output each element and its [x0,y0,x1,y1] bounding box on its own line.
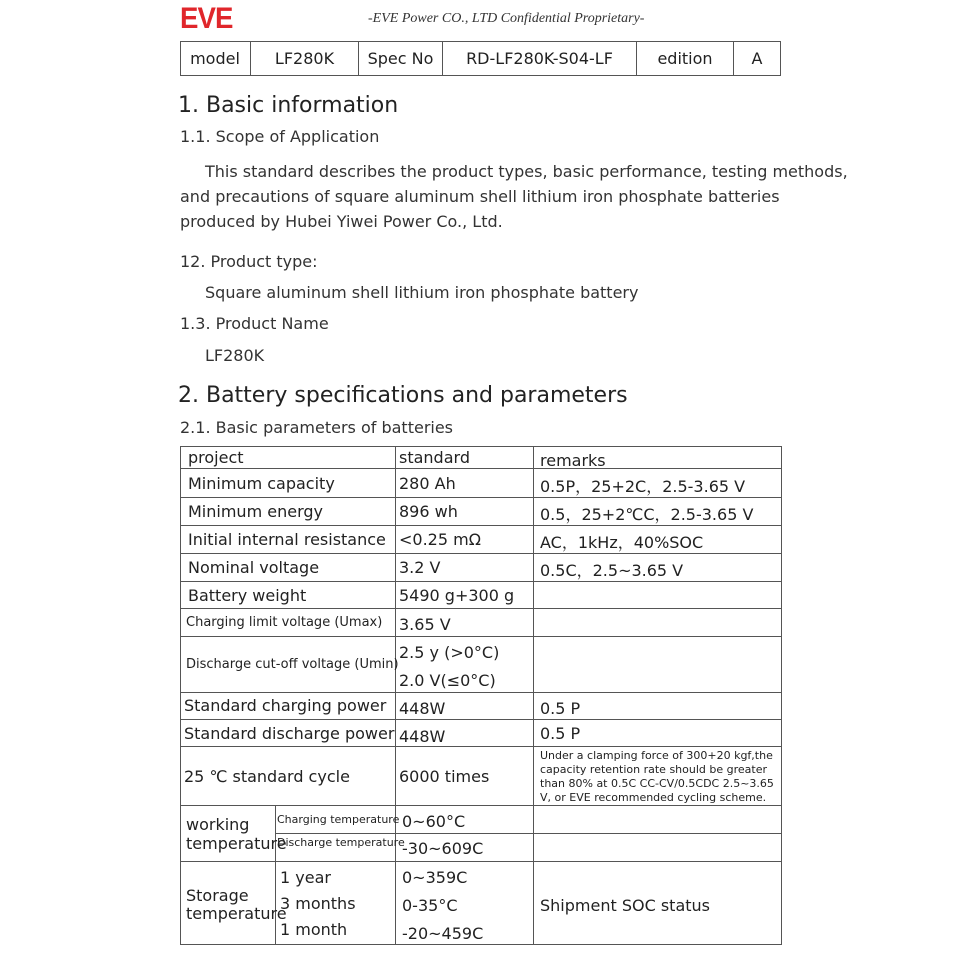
product-name-title: 1.3. Product Name [180,314,329,333]
section1-title: 1. Basic information [178,93,399,118]
table-row-project: Nominal voltage [188,558,320,577]
table-row-project: Minimum energy [188,502,323,521]
table-row-remarks: 0.5，25+2℃C，2.5-3.65 V [540,505,754,524]
basic-params-title: 2.1. Basic parameters of batteries [180,418,454,437]
spec-no-value: RD-LF280K-S04-LF [466,49,613,68]
confidential-notice: -EVE Power CO., LTD Confidential Proprietary- [368,11,645,26]
product-type-title: 12. Product type: [180,252,318,271]
table-row-standard: 280 Ah [399,473,456,493]
table-row-project: Minimum capacity [188,473,335,493]
table-row-project: Standard discharge power [184,723,395,743]
storage-temp-value: -20~459C [402,924,484,943]
storage-period: 1 month [280,920,348,939]
table-row-standard: 3.65 V [399,614,451,634]
table-row-standard: 448W [399,699,446,718]
table-row-project: Battery weight [188,585,307,605]
discharge-temp-label: Discharge temperature [277,836,405,849]
model-label: model [190,49,240,68]
cycle-remarks: Under a clamping force of 300+20 kgf,the capacity retention rate should be greater than 80% at 0.5C CC-CV/0.5CDC 2.5~3.65 V, or EVE recommended cycling scheme. [540,749,774,804]
storage-remarks: Shipment SOC status [540,896,710,915]
table-row-remarks: 0.5 P [540,699,581,718]
spec-no-label: Spec No [367,49,434,68]
header-standard: standard [399,447,470,467]
charging-temp-value: 0~60°C [402,812,466,831]
storage-period: 1 year [280,868,331,887]
working-temp-label-line2: temperature [186,834,287,853]
table-row-standard: 448W [399,726,446,746]
section2-title: 2. Battery specifications and parameters [178,383,628,408]
table-row-standard: 2.5 y (>0°C) [399,642,500,662]
model-value: LF280K [274,49,335,68]
table-row-project: 25 ℃ standard cycle [184,766,350,786]
table-row-standard: 2.0 V(≤0°C) [399,670,496,690]
table-row-standard: 5490 g+300 g [399,585,515,605]
scope-body-line1: This standard describes the product types, basic performance, testing methods, [205,162,848,181]
storage-temp-label-line2: temperature [186,904,287,923]
table-row-remarks: 0.5C，2.5~3.65 V [540,561,684,580]
table-row-standard: 3.2 V [399,558,441,577]
table-row-remarks: 0.5 P [540,723,581,743]
storage-temp-value: 0~359C [402,868,468,887]
storage-temp-label-line1: Storage [186,886,249,905]
edition-value: A [751,49,763,68]
table-row-standard: <0.25 mΩ [399,530,481,549]
product-type-body: Square aluminum shell lithium iron phosphate battery [205,283,639,302]
table-row-project: Discharge cut-off voltage (Umin) [186,657,399,672]
product-name-body: LF280K [205,346,265,365]
table-row-standard: 896 wh [399,502,458,521]
working-temp-label-line1: working [186,815,250,834]
storage-period: 3 months [280,894,356,913]
table-row-project: Initial internal resistance [188,530,386,549]
table-row-standard: 6000 times [399,766,490,786]
header-project: project [188,447,244,467]
table-row-remarks: 0.5P，25+2C，2.5-3.65 V [540,476,746,496]
scope-body-line2: and precautions of square aluminum shell lithium iron phosphate batteries [180,187,780,206]
storage-temp-value: 0-35°C [402,896,458,915]
charging-temp-label: Charging temperature [277,813,400,826]
eve-logo: EVE [180,2,233,35]
header-remarks: remarks [540,450,606,470]
scope-title: 1.1. Scope of Application [180,127,380,146]
edition-label: edition [657,49,713,68]
scope-body-line3: produced by Hubei Yiwei Power Co., Ltd. [180,212,503,231]
table-row-remarks: AC，1kHz，40%SOC [540,533,704,552]
table-row-project: Standard charging power [184,696,387,715]
discharge-temp-value: -30~609C [402,839,484,858]
table-row-project: Charging limit voltage (Umax) [186,614,383,630]
